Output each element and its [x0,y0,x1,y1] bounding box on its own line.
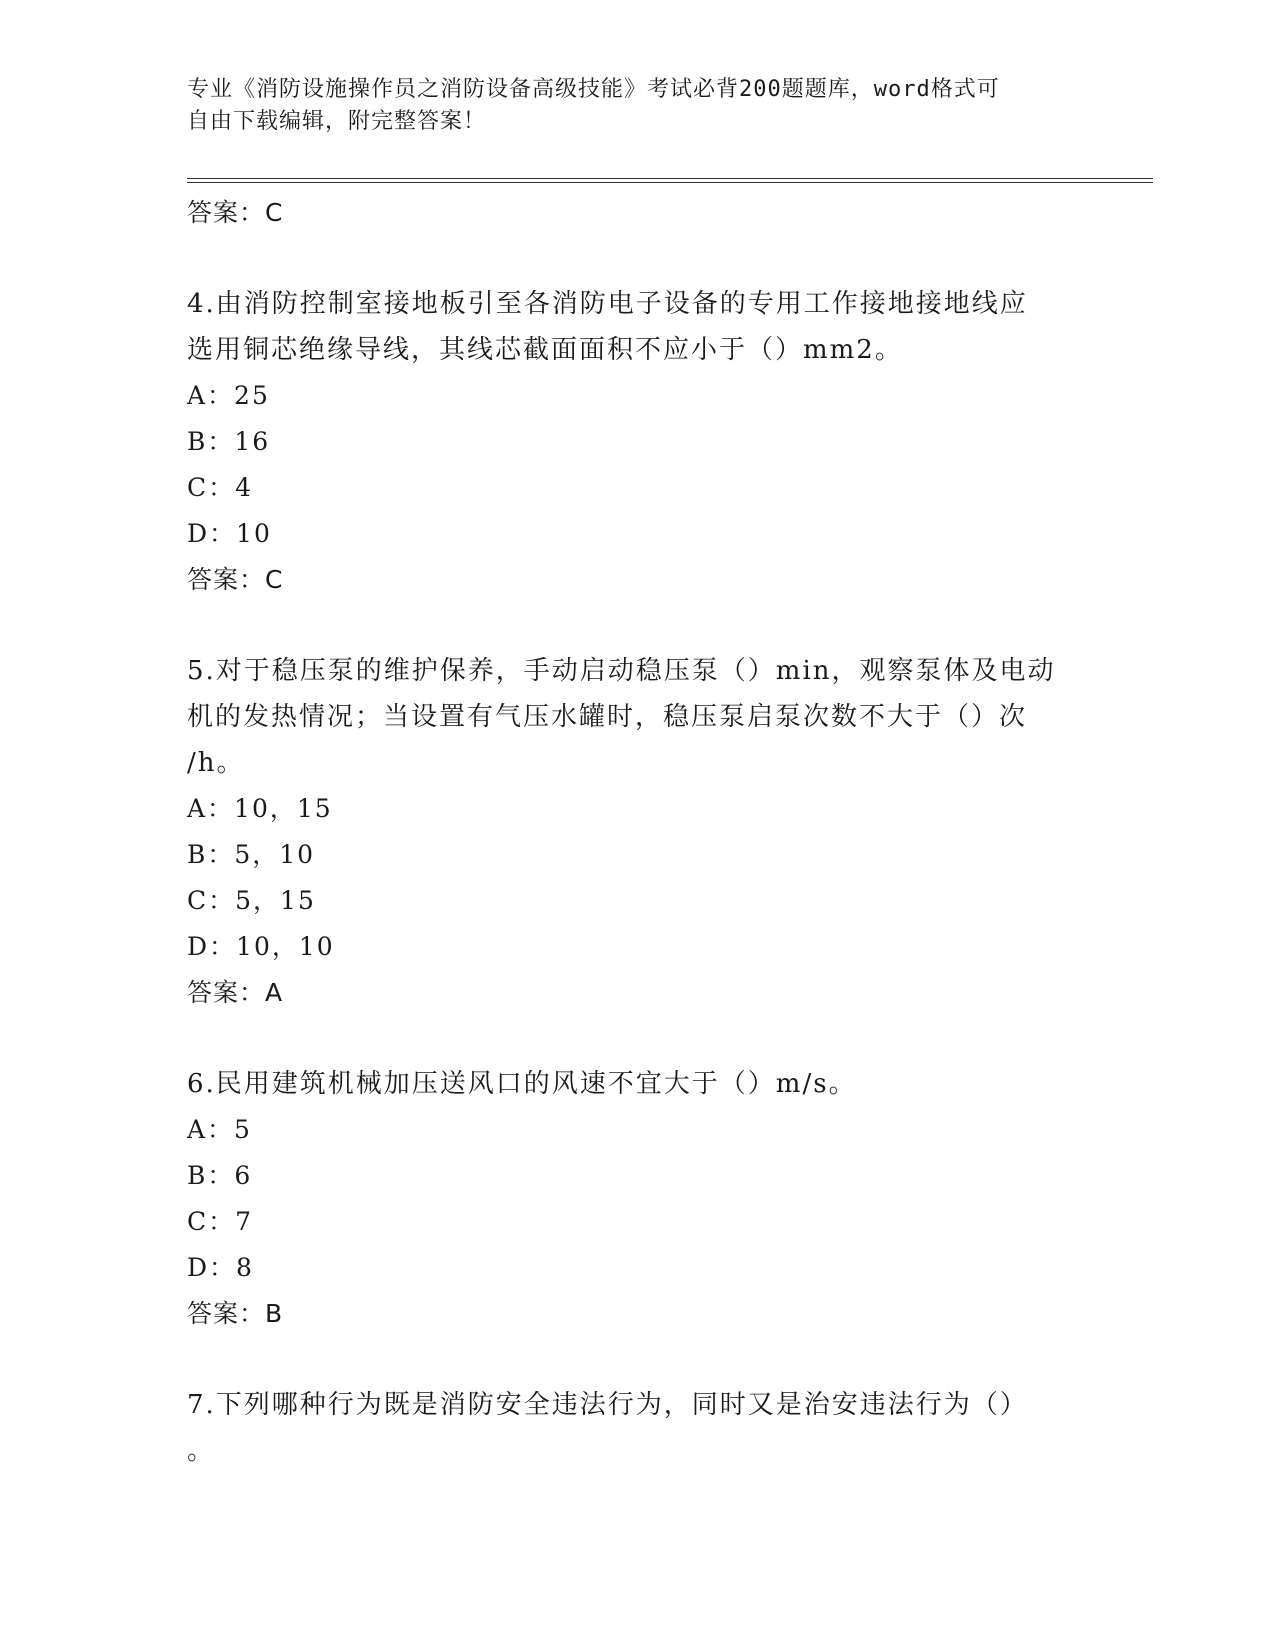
question-list [187,190,1107,1474]
header-divider [187,178,1153,183]
question-block [187,1382,1107,1474]
option-c: C：4 [187,473,254,502]
question-text: 6.民用建筑机械加压送风口的风速不宜大于（）m/s。 [187,1069,857,1099]
header-line-2: 自由下载编辑，附完整答案！ [187,109,487,134]
option-b: B：5，10 [187,840,316,869]
answer-line: 答案：B [187,1299,284,1328]
header-line-1: 专业《消防设施操作员之消防设备高级技能》考试必背200题题库，word格式可 [187,77,1000,102]
spacer [187,1337,1107,1382]
question-text: 选用铜芯绝缘导线，其线芯截面面积不应小于（）mm2。 [187,335,903,365]
question-text: 7.下列哪种行为既是消防安全违法行为，同时又是治安违法行为（） [187,1390,1028,1420]
option-d: D：10 [187,519,272,548]
option-a: A：25 [187,381,270,410]
question-text: 。 [187,1436,216,1466]
document-header [187,74,1067,138]
question-text: 4.由消防控制室接地板引至各消防电子设备的专用工作接地接地线应 [187,289,1028,319]
answer-line: 答案：C [187,565,284,594]
question-block [187,281,1107,603]
option-d: D：8 [187,1253,254,1282]
question-text: 机的发热情况；当设置有气压水罐时，稳压泵启泵次数不大于（）次 [187,702,1028,732]
option-c: C：5，15 [187,886,316,915]
option-d: D：10，10 [187,932,335,961]
option-b: B：16 [187,427,271,456]
option-a: A：10，15 [187,794,333,823]
question-block [187,648,1107,1016]
answer-line: 答案：A [187,978,284,1007]
spacer [187,1016,1107,1061]
answer-line: 答案：C [187,198,284,227]
spacer [187,603,1107,648]
spacer [187,236,1107,281]
question-text: /h。 [187,748,245,778]
question-text: 5.对于稳压泵的维护保养，手动启动稳压泵（）min，观察泵体及电动 [187,656,1056,686]
option-c: C：7 [187,1207,254,1236]
question-block [187,1061,1107,1337]
option-b: B：6 [187,1161,253,1190]
option-a: A：5 [187,1115,252,1144]
